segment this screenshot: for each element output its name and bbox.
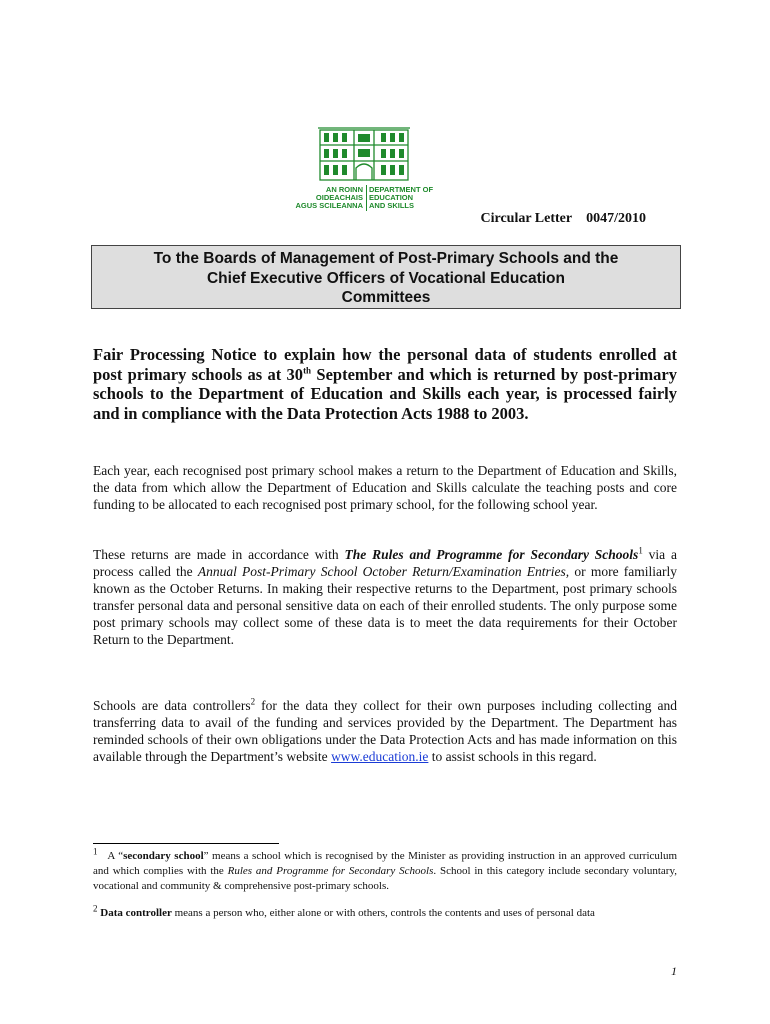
- building-crest-icon: [314, 124, 414, 184]
- addressee-line: To the Boards of Management of Post-Primary Schools and the: [153, 250, 619, 267]
- addressee-line: Committees: [341, 289, 431, 306]
- footnote-2: $^2$ Data controller means a person who, either alone or with others, controls the contents and uses of personal data: [93, 903, 595, 919]
- circular-number: 0047/2010: [586, 211, 646, 226]
- paragraph-3: Schools are data controllers$^2$ for the data they collect for their own purposes including collecting and transferring data to avail of the funding and services provided by the Department. The Department has reminded schools of their own obligations under the Data Protection Acts and has made information on this available through the Department’s website www.education.ie to assist schools in this regard.: [93, 696, 677, 764]
- footnote-1: $^1$ A “secondary school” means a school which is recognised by the Minister as providing instruction in an approved curriculum and which complies with the Rules and Programme for Secondary Schools. School in this category include secondary voluntary, vocational and community & comprehensive post-primary schools.: [93, 846, 677, 892]
- circular-label: Circular Letter: [480, 211, 573, 226]
- paragraph-2: These returns are made in accordance with The Rules and Programme for Secondary Schools$^1$ via a process called the Annual Post-Primary School October Return/Examination Entries, or more familiarly known as the October Returns. In making their respective returns to the Department, post primary schools transfer personal data and personal sensitive data on each of their enrolled students. The only purpose some post primary schools may collect some of these data is to meet the data requirements for their October Return to the Department.: [93, 545, 677, 647]
- logo-english-text: DEPARTMENT OF EDUCATION AND SKILLS: [369, 185, 434, 210]
- education-website-link[interactable]: www.education.ie: [331, 749, 429, 764]
- page-number: 1: [671, 964, 677, 978]
- circular-letter-ref: [480, 211, 646, 227]
- footnote-separator: [93, 843, 279, 844]
- footnote-ref-1: 1: [638, 545, 643, 556]
- addressee-line: Chief Executive Officers of Vocational Education: [206, 269, 565, 287]
- annual-return-title: Annual Post-Primary School October Return/Examination Entries,: [197, 564, 570, 579]
- addressee-box: [91, 245, 681, 309]
- footnote-ref-2: 2: [250, 696, 256, 707]
- logo-divider: [366, 185, 367, 211]
- paragraph-1: Each year, each recognised post primary school makes a return to the Department of Education and Skills, the data from which allow the Department of Education and Skills calculate the teaching posts and core funding to be allocated to each recognised post primary school, for the following school year.: [93, 463, 677, 512]
- department-logo: [274, 124, 454, 210]
- notice-heading: Fair Processing Notice to explain how the personal data of students enrolled at post primary schools as at 30th September and which is returned by post-primary schools to the Department of Education and Skills each year, is processed fairly and in compliance with the Data Protection Acts 1988 to 2003.: [93, 345, 677, 423]
- logo-irish-text: AN ROINN OIDEACHAIS AGUS SCILEANNA: [295, 185, 363, 210]
- rules-title: The Rules and Programme for Secondary Schools: [344, 547, 639, 562]
